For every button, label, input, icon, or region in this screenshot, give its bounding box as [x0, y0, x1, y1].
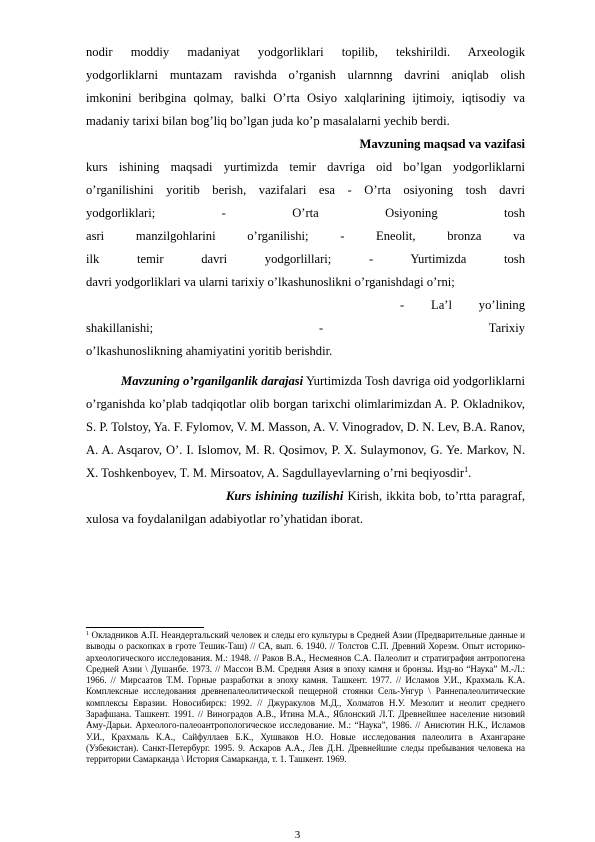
goal-line: yodgorliklari; - O’rta Osiyoning tosh	[86, 206, 525, 220]
goal-line: - La’l yo’lining	[400, 298, 525, 312]
intro-line: yodgorliklarni muntazam ravishda o’rganish ularnnng davrini aniqlab olish	[86, 68, 525, 82]
structure-heading: Kurs ishining tuzilishi	[226, 489, 344, 503]
footnote-mark: 1	[86, 631, 89, 637]
goal-line: o’lkashunoslikning ahamiyatini yoritib berishdir.	[86, 344, 333, 358]
study-heading: Mavzuning o’rganilganlik darajasi	[121, 374, 304, 388]
footnote	[86, 630, 525, 766]
study-text: Yurtimizda Tosh davriga oid yodgorliklarni o’rganishda ko’plab tadqiqotlar olib borgan tarixchi olimlarimizdan A. P. Okladnikov, S. P. Tolstoy, Ya. F. Fylomov, V. M. Masson, A. V. Vinogradov, D. N. Lev, B.A. Ranov, A. A. Asqarov, O’. I. Islomov, M. R. Qosimov, P. X. Sulaymonov, G. Ye. Markov, N. X. Toshkenboyev, T. M. Mirsoatov, A. Sagdullayevlarning o’rni beqiyosdir	[86, 374, 525, 480]
footnote-ref: 1	[464, 464, 469, 474]
goal-line: ilk temir davri yodgorlillari; - Yurtimizda tosh	[86, 252, 525, 266]
page-number: 3	[294, 829, 301, 841]
structure-text: Kirish, ikkita bob, to’rtta paragraf, xulosa va foydalanilgan adabiyotlar ro’yhatidan iborat.	[86, 489, 526, 526]
goal-line: asri manzilgohlarini o’rganilishi; - Eneolit, bronza va	[86, 229, 525, 243]
intro-line: nodir moddiy madaniyat yodgorliklari topilib, tekshirildi. Arxeologik	[86, 45, 525, 59]
study-paragraph: Mavzuning o’rganilganlik darajasi Yurtimizda Tosh davriga oid yodgorliklarni o’rganishda ko’plab tadqiqotlar olib borgan tarixchi olimlarimizdan A. P. Okladnikov, S. P. Tolstoy, Ya. F. Fylomov, V. M. Masson, A. V. Vinogradov, D. N. Lev, B.A. Ranov, A. A. Asqarov, O’. I. Islomov, M. R. Qosimov, P. X. Sulaymonov, G. Ye. Markov, N. X. Toshkenboyev, T. M. Mirsoatov, A. Sagdullayevlarning o’rni beqiyosdir$^1$.	[86, 374, 525, 480]
intro-line: madaniy tarixi bilan bog’liq bo’lgan juda ko’p masalalarni yechib berdi.	[86, 114, 450, 128]
intro-paragraph	[86, 41, 525, 531]
structure-paragraph	[86, 485, 525, 531]
goal-line: shakillanishi; - Tarixiy	[86, 321, 525, 335]
goal-heading: Mavzuning maqsad va vazifasi	[359, 137, 525, 151]
intro-line: imkonini beribgina qolmay, balki O’rta Osiyo xalqlarining ijtimoiy, iqtisodiy va	[86, 91, 525, 105]
footnote-text: Окладников А.П. Неандертальский человек и следы его культуры в Средней Азии (Предварительные данные и выводы о раскопках в гроте Тешик-Таш) // СА, вып. 6. 1940. // Толстов С.П. Древний Хорезм. Опыт историко-археологического исследования. М.: 1948. // Раков В.А., Несмеянов С.А. Палеолит и стратиграфия антропогена Средней Азии \ Душанбе. 1973. // Массон В.М. Средняя Азия в эпоху камня и бронзы. Изд-во “Наука” М.-Л.: 1966. // Мирсаатов Т.М. Горные разработки в эпоху камня. Ташкент. 1977. // Исламов У.И., Крахмаль К.А. Комплексные исследования древнепалеолитической пещерной стоянки Сель-Унгур \ Раннепалеолитические комплексы Евразии. Новосибирск: 1992. // Джуракулов М.Д., Холматов Н.У. Мезолит и неолит среднего Зарафшана. Ташкент. 1991. // Виноградов А.В., Итина М.А., Яблонский Л.Т. Древнейшее население низовий Аму-Дарьи. Археолого-палеоантропологическое исследование. М.: “Наука”, 1986. // Анисютин Н.К., Исламов У.И., Крахмаль К.А., Сайфуллаев Б.К., Хушваков Н.О. Новые исследования палеолита в Ахангаране (Узбекистан). Санкт-Петербург. 1995. 9. Аскаров А.А., Лев Д.Н. Древнейшие следы пребывания человека на территории Самарканда \ История Самарканда, т. 1. Ташкент. 1969.	[86, 630, 525, 765]
goal-line: kurs ishining maqsadi yurtimizda temir davriga oid bo’lgan yodgorliklarni	[86, 160, 525, 174]
goal-line: o’rganilishini yoritib berish, vazifalari esa - O’rta osiyoning tosh davri	[86, 183, 525, 197]
footnote-separator	[86, 627, 204, 628]
goal-line: davri yodgorliklari va ularni tarixiy o’lkashunoslikni o’rganishdagi o’rni;	[86, 275, 455, 289]
